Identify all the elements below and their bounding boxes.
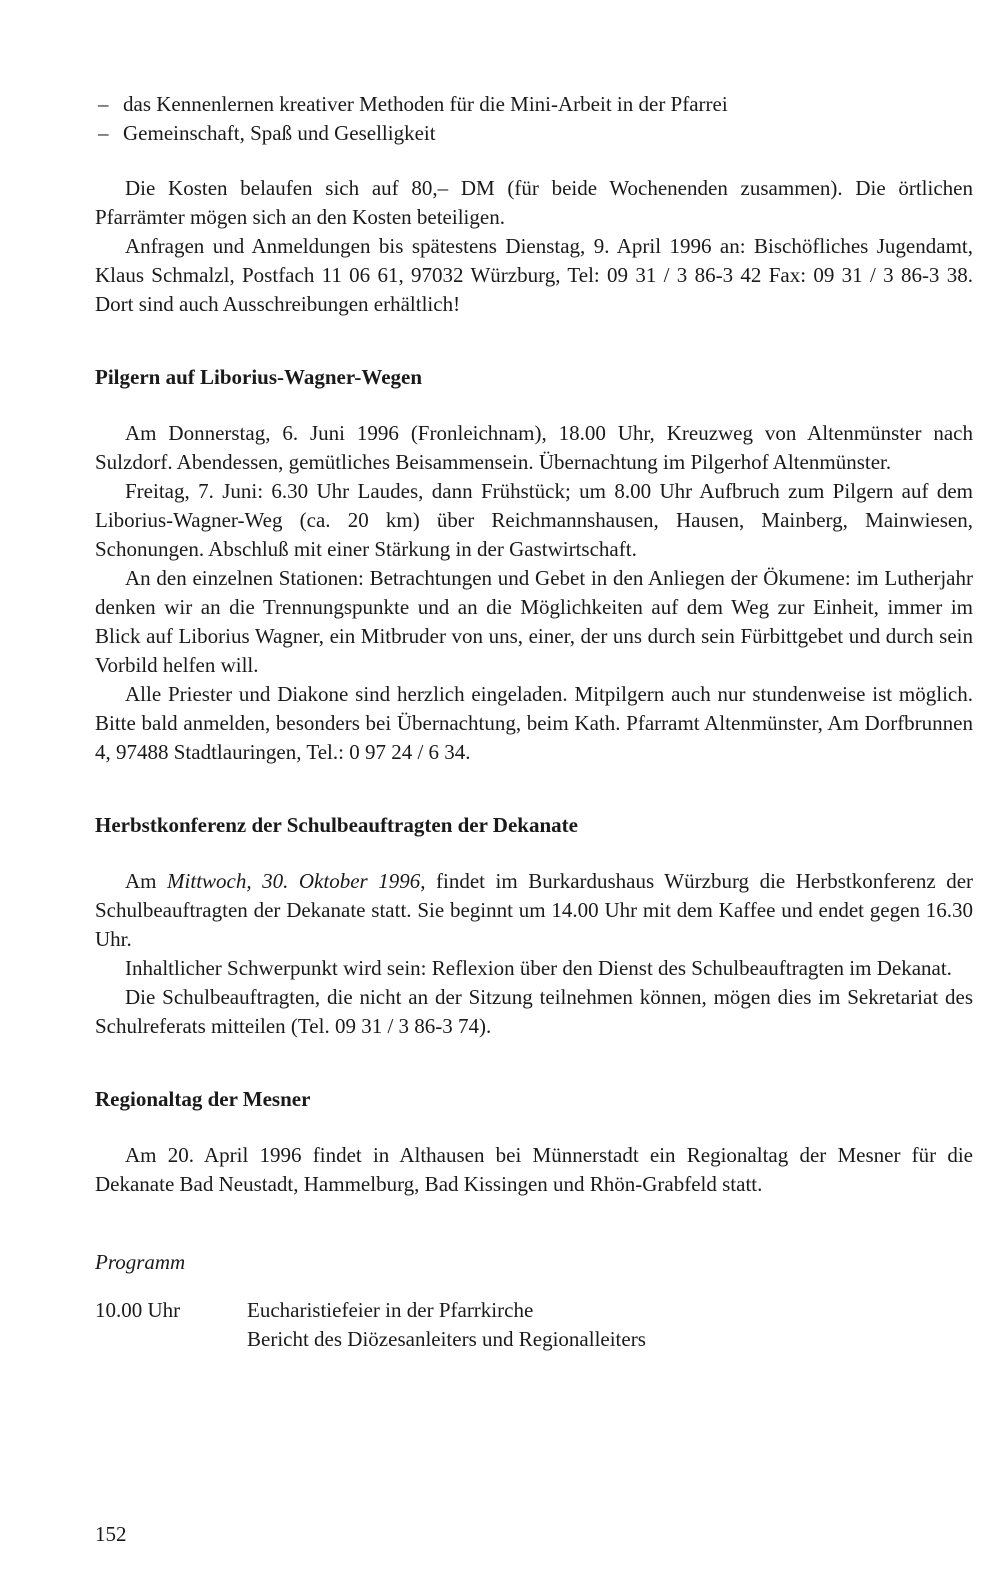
document-page	[95, 90, 973, 1354]
section-title-regionaltag: Regionaltag der Mesner	[95, 1087, 311, 1111]
program-item: Eucharistiefeier in der Pfarrkirche	[247, 1298, 534, 1322]
dash-bullet: –	[98, 92, 109, 116]
section-title-herbstkonferenz: Herbstkonferenz der Schulbeauftragten der Dekanate	[95, 813, 578, 837]
dash-bullet: –	[98, 121, 109, 145]
list-item-text: das Kennenlernen kreativer Methoden für die Mini-Arbeit in der Pfarrei	[123, 92, 728, 116]
intro-paragraphs	[95, 174, 973, 319]
program-time: 10.00 Uhr	[95, 1298, 181, 1322]
program-items	[247, 1296, 646, 1354]
paragraph: Die Kosten belaufen sich auf 80,– DM (für beide Wochenenden zusammen). Die örtlichen Pfarrämter mögen sich an den Kosten beteiligen.	[95, 176, 973, 229]
date-emphasis: Mittwoch, 30. Oktober 1996	[167, 869, 421, 893]
paragraph: Am 20. April 1996 findet in Althausen bei Münnerstadt ein Regionaltag der Mesner für die Dekanate Bad Neustadt, Hammelburg, Bad Kissingen und Rhön-Grabfeld statt.	[95, 1143, 973, 1196]
section-title-pilgern: Pilgern auf Liborius-Wagner-Wegen	[95, 365, 423, 389]
paragraph: Freitag, 7. Juni: 6.30 Uhr Laudes, dann Frühstück; um 8.00 Uhr Aufbruch zum Pilgern auf dem Liborius-Wagner-Weg (ca. 20 km) über Reichmannshausen, Hausen, Mainberg, Mainwiesen, Schonungen. Abschluß mit einer Stärkung in der Gastwirtschaft.	[95, 479, 973, 561]
paragraph: Alle Priester und Diakone sind herzlich eingeladen. Mitpilgern auch nur stundenweise ist möglich. Bitte bald anmelden, besonders bei Übernachtung, beim Kath. Pfarramt Altenmünster, Am Dorfbrunnen 4, 97488 Stadtlauringen, Tel.: 0 97 24 / 6 34.	[95, 682, 973, 764]
paragraph: An den einzelnen Stationen: Betrachtungen und Gebet in den Anliegen der Ökumene: im Lutherjahr denken wir an die Trennungspunkte und an die Möglichkeiten auf dem Weg zur Einheit, immer im Blick auf Liborius Wagner, ein Mitbruder von uns, einer, der uns durch sein Fürbittgebet und durch sein Vorbild helfen will.	[95, 566, 973, 677]
program-heading: Programm	[95, 1250, 186, 1274]
section-body-pilgern	[95, 419, 973, 767]
text-run: , findet im Burkardushaus Würzburg die Herbstkonferenz der Schulbeauftragten der Dekanate statt. Sie beginnt um 14.00 Uhr mit dem Kaffee und endet gegen 16.30 Uhr.	[95, 869, 974, 951]
list-item-text: Gemeinschaft, Spaß und Geselligkeit	[123, 121, 436, 145]
page-number: 152	[95, 1522, 127, 1546]
program-row	[95, 1296, 973, 1354]
paragraph: Die Schulbeauftragten, die nicht an der Sitzung teilnehmen können, mögen dies im Sekretariat des Schulreferats mitteilen (Tel. 09 31 / 3 86-3 74).	[95, 985, 973, 1038]
text-run: Am	[125, 869, 168, 893]
paragraph: Am Donnerstag, 6. Juni 1996 (Fronleichnam), 18.00 Uhr, Kreuzweg von Altenmünster nach Sulzdorf. Abendessen, gemütliches Beisammensein. Übernachtung im Pilgerhof Altenmünster.	[95, 421, 973, 474]
list-item	[98, 90, 973, 119]
intro-list	[95, 90, 973, 148]
paragraph: Anfragen und Anmeldungen bis spätestens Dienstag, 9. April 1996 an: Bischöfliches Jugendamt, Klaus Schmalzl, Postfach 11 06 61, 97032 Würzburg, Tel: 09 31 / 3 86-3 42 Fax: 09 31 / 3 86-3 38. Dort sind auch Ausschreibungen erhältlich!	[95, 234, 973, 316]
section-body-regionaltag	[95, 1141, 973, 1199]
section-body-herbstkonferenz	[95, 867, 973, 1041]
paragraph	[95, 867, 973, 954]
paragraph: Inhaltlicher Schwerpunkt wird sein: Reflexion über den Dienst des Schulbeauftragten im Dekanat.	[125, 956, 952, 980]
list-item	[98, 119, 973, 148]
program-item: Bericht des Diözesanleiters und Regionalleiters	[247, 1327, 646, 1351]
